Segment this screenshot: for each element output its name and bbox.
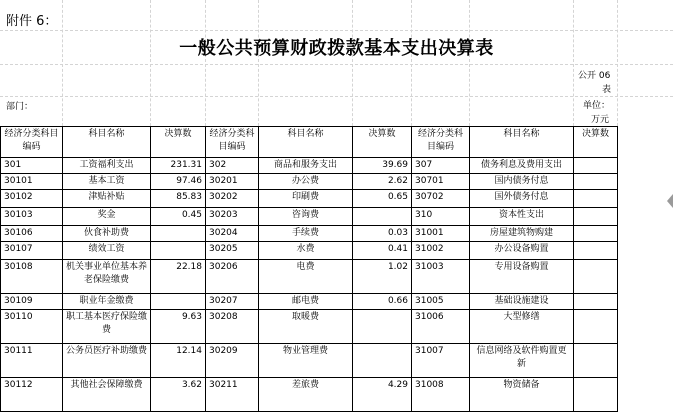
grid-line — [0, 30, 673, 31]
economic-code-cell: 30101 — [1, 174, 63, 190]
amount-cell: 39.69 — [353, 158, 412, 174]
column-header: 决算数 — [151, 127, 206, 158]
economic-code-cell: 31003 — [412, 260, 470, 294]
amount-cell — [353, 344, 412, 378]
economic-code-cell: 30111 — [1, 344, 63, 378]
subject-name-cell: 取暖费 — [259, 310, 353, 344]
column-header: 决算数 — [574, 127, 618, 158]
amount-cell — [574, 260, 618, 294]
subject-name-cell: 差旅费 — [259, 378, 353, 412]
subject-name-cell: 邮电费 — [259, 294, 353, 310]
subject-name-cell: 工资福利支出 — [63, 158, 151, 174]
economic-code-cell: 30206 — [206, 260, 259, 294]
column-header: 经济分类科目编码 — [206, 127, 259, 158]
amount-cell — [574, 378, 618, 412]
economic-code-cell: 31006 — [412, 310, 470, 344]
subject-name-cell: 物业管理费 — [259, 344, 353, 378]
subject-name-cell: 伙食补助费 — [63, 226, 151, 242]
economic-code-cell: 31007 — [412, 344, 470, 378]
grid-line — [352, 0, 353, 126]
economic-code-cell: 30202 — [206, 190, 259, 208]
subject-name-cell: 基本工资 — [63, 174, 151, 190]
amount-cell: 0.41 — [353, 242, 412, 260]
column-header: 科目名称 — [259, 127, 353, 158]
economic-code-cell: 30211 — [206, 378, 259, 412]
grid-line — [62, 0, 63, 126]
subject-name-cell: 国内债务付息 — [470, 174, 574, 190]
economic-code-cell: 301 — [1, 158, 63, 174]
subject-name-cell: 电费 — [259, 260, 353, 294]
economic-code-cell: 30106 — [1, 226, 63, 242]
economic-code-cell: 30102 — [1, 190, 63, 208]
table-row — [1, 242, 618, 260]
economic-code-cell: 307 — [412, 158, 470, 174]
subject-name-cell: 绩效工资 — [63, 242, 151, 260]
subject-name-cell: 办公设备购置 — [470, 242, 574, 260]
economic-code-cell: 30209 — [206, 344, 259, 378]
amount-cell — [151, 226, 206, 242]
department-label: 部门： — [6, 102, 34, 112]
subject-name-cell: 职工基本医疗保险缴费 — [63, 310, 151, 344]
amount-cell: 3.62 — [151, 378, 206, 412]
economic-code-cell: 30201 — [206, 174, 259, 190]
economic-code-cell: 310 — [412, 208, 470, 226]
subject-name-cell: 资本性支出 — [470, 208, 574, 226]
amount-cell — [574, 294, 618, 310]
subject-name-cell: 职业年金缴费 — [63, 294, 151, 310]
grid-line — [205, 0, 206, 126]
unit-label: 单位： — [583, 101, 611, 111]
subject-name-cell: 奖金 — [63, 208, 151, 226]
subject-name-cell: 专用设备购置 — [470, 260, 574, 294]
column-header: 科目名称 — [470, 127, 574, 158]
column-header: 经济分类科目编码 — [1, 127, 63, 158]
amount-cell: 2.62 — [353, 174, 412, 190]
table-row — [1, 158, 618, 174]
subject-name-cell: 水费 — [259, 242, 353, 260]
subject-name-cell: 房屋建筑物购建 — [470, 226, 574, 242]
amount-cell: 12.14 — [151, 344, 206, 378]
grid-line — [0, 64, 673, 65]
amount-cell — [151, 242, 206, 260]
table-row — [1, 310, 618, 344]
table-row — [1, 294, 618, 310]
scroll-arrow-icon[interactable] — [667, 194, 673, 208]
subject-name-cell: 公务员医疗补助缴费 — [63, 344, 151, 378]
subject-name-cell: 大型修缮 — [470, 310, 574, 344]
table-row — [1, 208, 618, 226]
amount-cell — [353, 310, 412, 344]
economic-code-cell: 31008 — [412, 378, 470, 412]
table-row — [1, 190, 618, 208]
grid-line — [258, 0, 259, 126]
economic-code-cell: 31001 — [412, 226, 470, 242]
economic-code-cell: 30109 — [1, 294, 63, 310]
amount-cell — [574, 242, 618, 260]
subject-name-cell: 咨询费 — [259, 208, 353, 226]
amount-cell: 0.65 — [353, 190, 412, 208]
amount-cell — [574, 190, 618, 208]
economic-code-cell: 30207 — [206, 294, 259, 310]
amount-cell — [574, 158, 618, 174]
economic-code-cell: 30112 — [1, 378, 63, 412]
column-header: 科目名称 — [63, 127, 151, 158]
grid-line — [0, 96, 673, 97]
subject-name-cell: 物资储备 — [470, 378, 574, 412]
column-header: 经济分类科目编码 — [412, 127, 470, 158]
table-row — [1, 260, 618, 294]
amount-cell: 0.45 — [151, 208, 206, 226]
attachment-label: 附件 6： — [6, 14, 58, 29]
subject-name-cell: 国外债务付息 — [470, 190, 574, 208]
table-row — [1, 226, 618, 242]
table-header-row — [1, 127, 618, 158]
amount-cell — [574, 208, 618, 226]
amount-cell — [574, 174, 618, 190]
amount-cell: 9.63 — [151, 310, 206, 344]
economic-code-cell: 31005 — [412, 294, 470, 310]
amount-cell — [353, 208, 412, 226]
amount-cell — [151, 294, 206, 310]
subject-name-cell: 商品和服务支出 — [259, 158, 353, 174]
form-suffix: 表 — [602, 85, 612, 95]
table-row — [1, 174, 618, 190]
subject-name-cell: 债务利息及费用支出 — [470, 158, 574, 174]
subject-name-cell: 机关事业单位基本养老保险缴费 — [63, 260, 151, 294]
economic-code-cell: 30110 — [1, 310, 63, 344]
economic-code-cell: 31002 — [412, 242, 470, 260]
table-row — [1, 344, 618, 378]
grid-line — [469, 0, 470, 126]
economic-code-cell: 302 — [206, 158, 259, 174]
economic-code-cell: 30208 — [206, 310, 259, 344]
subject-name-cell: 津贴补贴 — [63, 190, 151, 208]
form-number: 公开 06 — [578, 71, 611, 81]
amount-cell: 1.02 — [353, 260, 412, 294]
unit-value: 万元 — [591, 115, 610, 125]
economic-code-cell: 30702 — [412, 190, 470, 208]
subject-name-cell: 办公费 — [259, 174, 353, 190]
subject-name-cell: 信息网络及软件购置更新 — [470, 344, 574, 378]
subject-name-cell: 基础设施建设 — [470, 294, 574, 310]
economic-code-cell: 30108 — [1, 260, 63, 294]
amount-cell: 0.03 — [353, 226, 412, 242]
grid-line — [150, 0, 151, 126]
economic-code-cell: 30204 — [206, 226, 259, 242]
amount-cell: 0.66 — [353, 294, 412, 310]
amount-cell: 85.83 — [151, 190, 206, 208]
grid-line — [411, 0, 412, 126]
economic-code-cell: 30103 — [1, 208, 63, 226]
amount-cell: 97.46 — [151, 174, 206, 190]
economic-code-cell: 30205 — [206, 242, 259, 260]
amount-cell: 231.31 — [151, 158, 206, 174]
subject-name-cell: 其他社会保障缴费 — [63, 378, 151, 412]
economic-code-cell: 30107 — [1, 242, 63, 260]
subject-name-cell: 手续费 — [259, 226, 353, 242]
subject-name-cell: 印刷费 — [259, 190, 353, 208]
amount-cell: 22.18 — [151, 260, 206, 294]
grid-line — [617, 0, 618, 126]
amount-cell: 4.29 — [353, 378, 412, 412]
amount-cell — [574, 226, 618, 242]
table-row — [1, 378, 618, 412]
economic-code-cell: 30203 — [206, 208, 259, 226]
page-title: 一般公共预算财政拨款基本支出决算表 — [179, 38, 494, 59]
amount-cell — [574, 310, 618, 344]
expenditure-table — [0, 126, 618, 412]
grid-line — [573, 0, 574, 126]
economic-code-cell: 30701 — [412, 174, 470, 190]
column-header: 决算数 — [353, 127, 412, 158]
amount-cell — [574, 344, 618, 378]
